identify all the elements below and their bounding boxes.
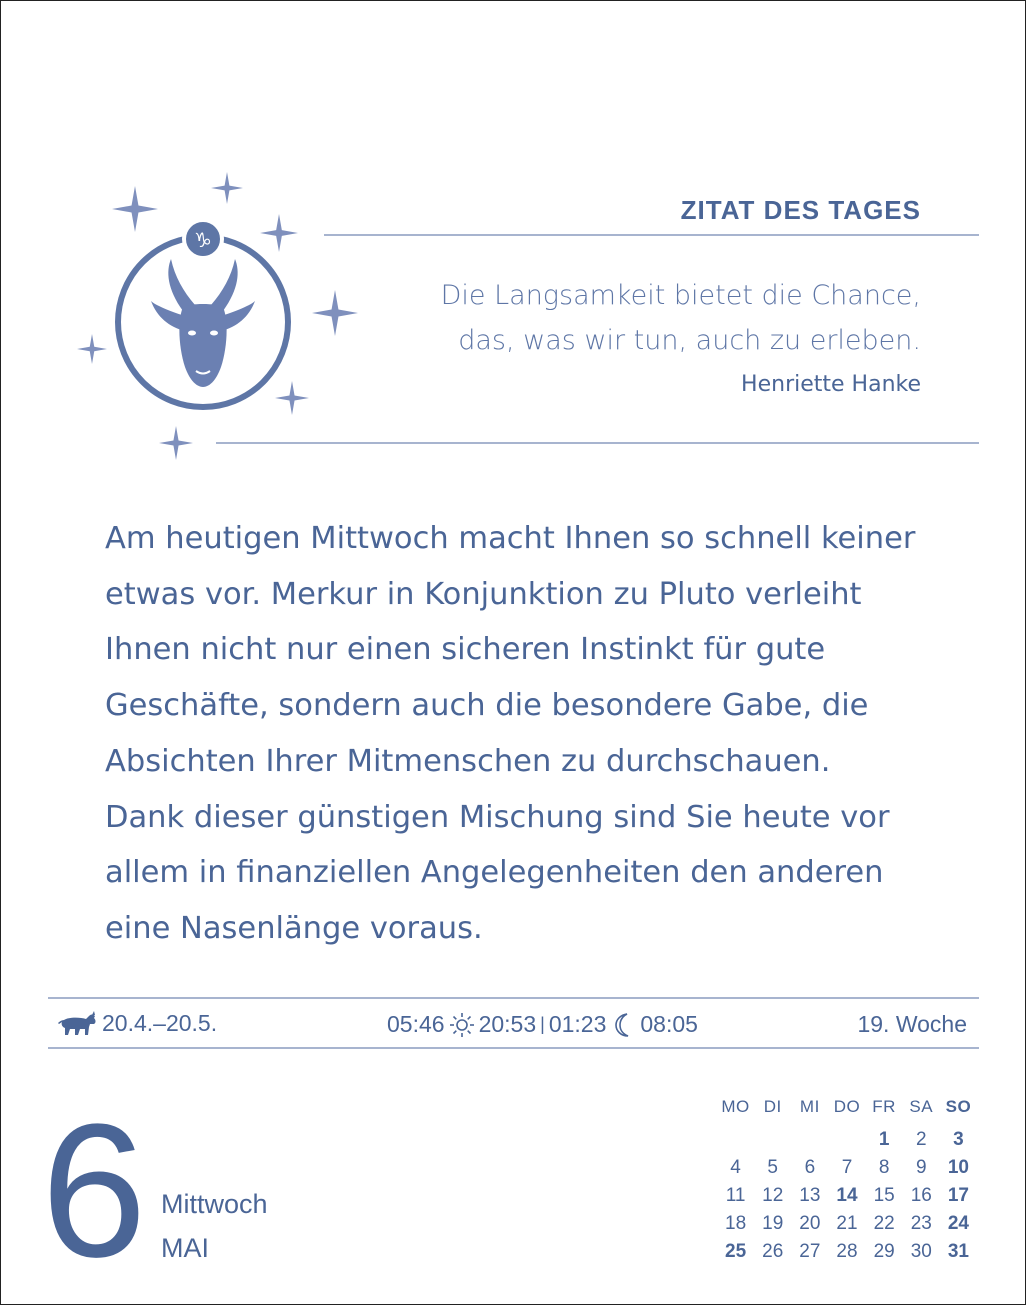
- calendar-header: DI: [763, 1097, 782, 1116]
- calendar-day: 27: [799, 1241, 821, 1262]
- zodiac-info: [58, 1010, 217, 1037]
- horoscope-line: eine Nasenlänge voraus.: [105, 910, 483, 946]
- calendar-day: 12: [762, 1185, 784, 1206]
- calendar-day: 23: [910, 1213, 932, 1234]
- calendar-day: 14: [836, 1185, 858, 1206]
- calendar-header: SA: [909, 1097, 934, 1116]
- star-icon: [275, 381, 309, 415]
- calendar-week-row: [717, 1210, 977, 1238]
- calendar-day: 5: [767, 1157, 778, 1178]
- moonrise-time: 01:23: [548, 1011, 607, 1037]
- time-separator: |: [540, 1014, 545, 1034]
- calendar-day: 2: [915, 1129, 927, 1150]
- calendar-day: 11: [725, 1185, 746, 1206]
- calendar-header: SO: [945, 1097, 972, 1116]
- horoscope-line: etwas vor. Merkur in Konjunktion zu Pluto verleiht: [105, 576, 862, 612]
- divider: [48, 997, 979, 999]
- calendar-week-row: [717, 1154, 977, 1182]
- sun-moon-times: [387, 1011, 698, 1038]
- divider: [216, 442, 979, 444]
- calendar-day: 7: [841, 1157, 853, 1178]
- quote-title: ZITAT DES TAGES: [680, 195, 921, 225]
- quote-line: Die Langsamkeit bietet die Chance,: [440, 280, 921, 311]
- calendar-day: 6: [804, 1157, 816, 1178]
- zodiac-date-range: 20.4.–20.5.: [102, 1010, 218, 1036]
- sunset-time: 20:53: [478, 1011, 537, 1037]
- calendar-day: 15: [873, 1185, 895, 1206]
- horoscope-line: Geschäfte, sondern auch die besondere Gabe, die: [105, 688, 869, 724]
- calendar-day: 3: [953, 1129, 964, 1150]
- horoscope-text: [105, 511, 965, 957]
- horoscope-line: Dank dieser günstigen Mischung sind Sie heute vor: [105, 799, 890, 835]
- sunrise-time: 05:46: [387, 1011, 445, 1037]
- sun-icon: [449, 1012, 475, 1038]
- day-number: 6: [41, 1085, 143, 1297]
- star-icon: [159, 426, 193, 460]
- calendar-day: 10: [947, 1157, 969, 1178]
- quote-text: [361, 273, 921, 363]
- calendar-header-row: [717, 1094, 977, 1120]
- calendar-day: 1: [878, 1129, 890, 1150]
- horoscope-line: Absichten Ihrer Mitmenschen zu durchschauen.: [105, 743, 831, 779]
- horoscope-line: Ihnen nicht nur einen sicheren Instinkt für gute: [105, 632, 826, 668]
- calendar-day: 30: [910, 1241, 932, 1262]
- horoscope-line: Am heutigen Mittwoch macht Ihnen so schnell keiner: [105, 521, 916, 556]
- capricorn-emblem-icon: [71, 171, 371, 471]
- quote-author: Henriette Hanke: [741, 372, 921, 397]
- horoscope-line: allem in finanziellen Angelegenheiten den anderen: [105, 855, 884, 891]
- calendar-day: 19: [762, 1213, 784, 1234]
- calendar-header: MO: [721, 1097, 750, 1116]
- calendar-day: 9: [915, 1157, 927, 1178]
- calendar-header: MI: [799, 1097, 820, 1116]
- calendar-day: 24: [947, 1213, 969, 1234]
- calendar-day: 22: [873, 1213, 895, 1234]
- taurus-bull-icon: [58, 1011, 98, 1037]
- calendar-day: 25: [725, 1241, 747, 1262]
- calendar-day: 31: [947, 1241, 969, 1262]
- calendar-header: DO: [833, 1097, 861, 1116]
- month-label: MAI: [161, 1233, 210, 1263]
- divider: [324, 234, 979, 236]
- calendar-day: 17: [947, 1185, 969, 1206]
- capricorn-symbol-icon: ♑: [194, 228, 212, 252]
- calendar-day: 28: [836, 1241, 858, 1262]
- moon-icon: [612, 1012, 634, 1038]
- calendar-day: 16: [910, 1185, 932, 1206]
- week-number: 19. Woche: [857, 1011, 967, 1037]
- calendar-day: 18: [725, 1213, 747, 1234]
- weekday-label: Mittwoch: [161, 1189, 268, 1219]
- quote-line: das, was wir tun, auch zu erleben.: [458, 325, 921, 356]
- calendar-day: 8: [878, 1157, 890, 1178]
- star-icon: [211, 172, 243, 204]
- calendar-day: 21: [836, 1213, 858, 1234]
- calendar-day: 29: [873, 1241, 895, 1262]
- moonset-time: 08:05: [640, 1011, 698, 1037]
- calendar-day: 26: [762, 1241, 784, 1262]
- calendar-week-row: [717, 1238, 977, 1266]
- calendar-day: 4: [730, 1157, 741, 1178]
- calendar-day: 20: [799, 1213, 821, 1234]
- star-icon: [260, 214, 298, 252]
- calendar-header: FR: [872, 1097, 896, 1116]
- mini-calendar: [717, 1094, 977, 1266]
- star-icon: [77, 334, 107, 364]
- star-icon: [112, 186, 158, 232]
- calendar-day: 13: [799, 1185, 821, 1206]
- calendar-week-row: [717, 1182, 977, 1210]
- calendar-week-row: [717, 1126, 977, 1154]
- star-icon: [312, 290, 358, 336]
- divider: [48, 1047, 979, 1049]
